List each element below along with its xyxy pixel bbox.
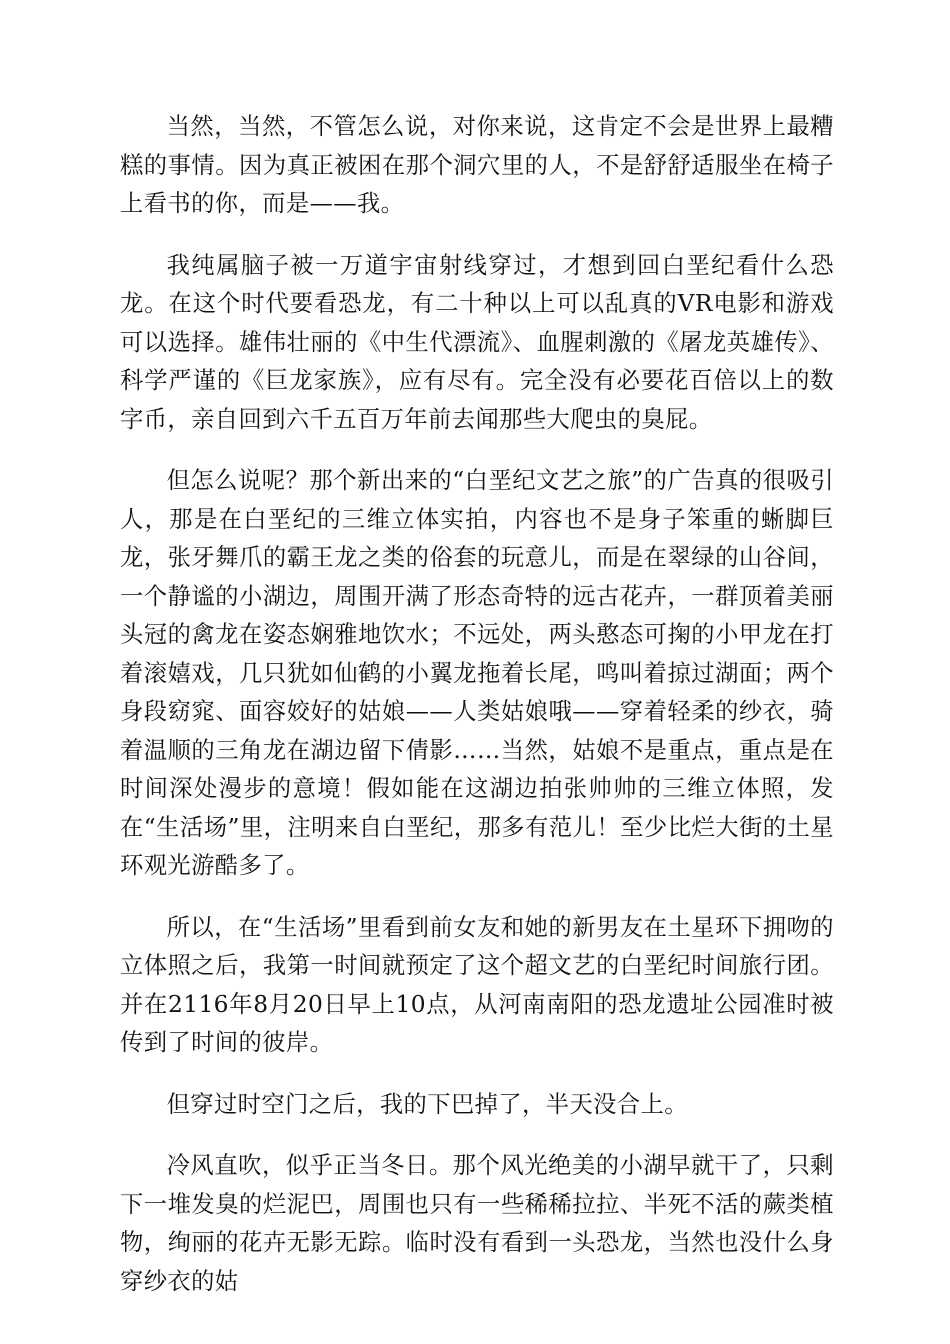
paragraph: 我纯属脑子被一万道宇宙射线穿过，才想到回白垩纪看什么恐龙。在这个时代要看恐龙，有二十种以上可以乱真的VR电影和游戏可以选择。雄伟壮丽的《中生代漂流》、血腥刺激的《屠龙英雄传》、科学严谨的《巨龙家族》，应有尽有。完全没有必要花百倍以上的数字币，亲自回到六千五百万年前去闻那些大爬虫的臭屁。 [120, 251, 834, 433]
paragraph: 所以，在“生活场”里看到前女友和她的新男友在土星环下拥吻的立体照之后，我第一时间就预定了这个超文艺的白垩纪时间旅行团。并在2116年8月20日早上10点，从河南南阳的恐龙遗址公园准时被传到了时间的彼岸。 [120, 913, 834, 1056]
paragraph: 冷风直吹，似乎正当冬日。那个风光绝美的小湖早就干了，只剩下一堆发臭的烂泥巴，周围也只有一些稀稀拉拉、半死不活的蕨类植物，绚丽的花卉无影无踪。临时没有看到一头恐龙，当然也没什么身穿纱衣的姑 [120, 1152, 834, 1295]
paragraph: 但穿过时空门之后，我的下巴掉了，半天没合上。 [166, 1090, 688, 1118]
paragraph: 当然，当然，不管怎么说，对你来说，这肯定不会是世界上最糟糕的事情。因为真正被困在那个洞穴里的人，不是舒舒适服坐在椅子上看书的你，而是——我。 [120, 113, 834, 217]
paragraph: 但怎么说呢？那个新出来的“白垩纪文艺之旅”的广告真的很吸引人，那是在白垩纪的三维立体实拍，内容也不是身子笨重的蜥脚巨龙，张牙舞爪的霸王龙之类的俗套的玩意儿，而是在翠绿的山谷间，一个静谧的小湖边，周围开满了形态奇特的远古花卉，一群顶着美丽头冠的禽龙在姿态娴雅地饮水；不远处，两头憨态可掬的小甲龙在打着滚嬉戏，几只犹如仙鹤的小翼龙拖着长尾，鸣叫着掠过湖面；两个身段窈窕、面容姣好的姑娘——人类姑娘哦——穿着轻柔的纱衣，骑着温顺的三角龙在湖边留下倩影……当然，姑娘不是重点，重点是在时间深处漫步的意境！假如能在这湖边拍张帅帅的三维立体照，发在“生活场”里，注明来自白垩纪，那多有范儿！至少比烂大街的土星环观光游酷多了。 [120, 467, 834, 879]
document-page [120, 108, 834, 1324]
